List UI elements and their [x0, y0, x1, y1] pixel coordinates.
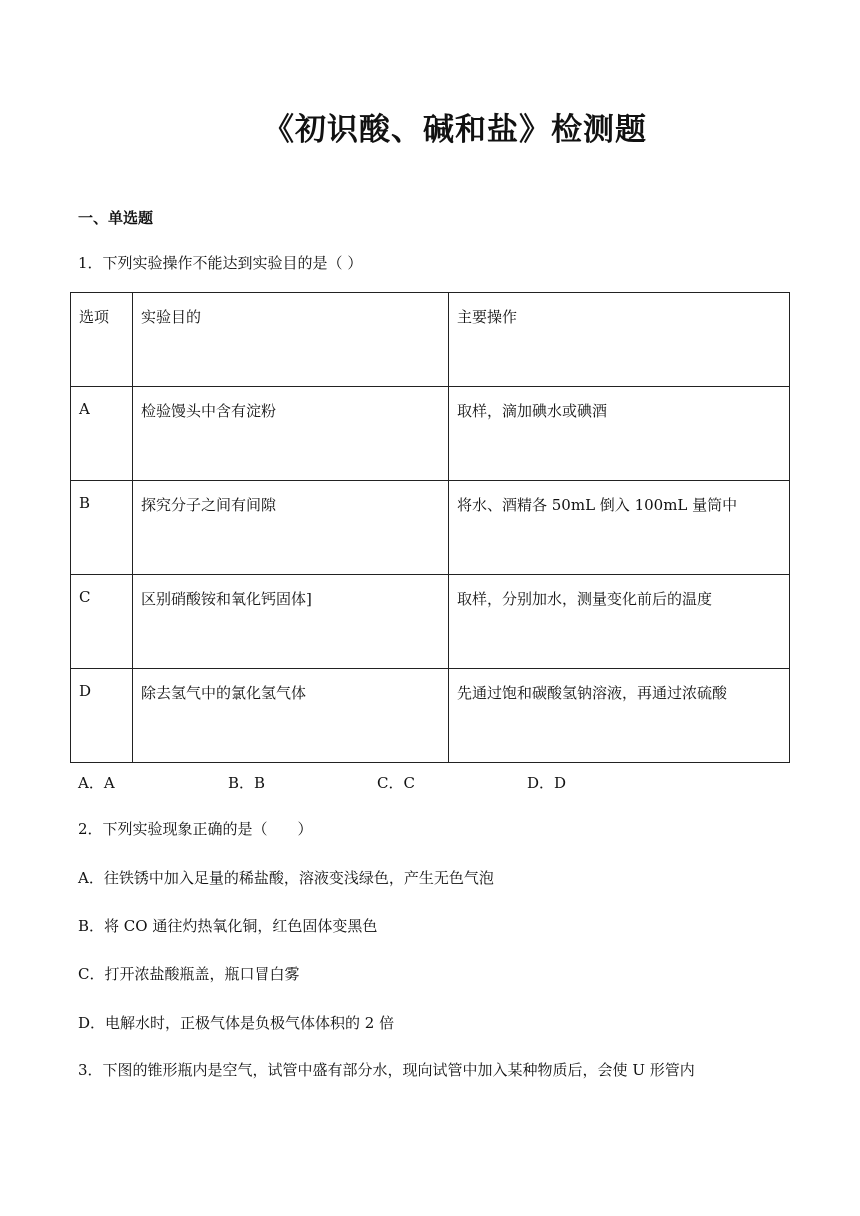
- table-cell: 先通过饱和碳酸氢钠溶液，再通过浓硫酸: [449, 669, 790, 763]
- table-cell: 除去氢气中的氯化氢气体: [133, 669, 449, 763]
- option-d: D．D: [527, 774, 567, 792]
- option-b: B．B: [228, 774, 266, 792]
- question-2-option-d: D．电解水时，正极气体是负极气体体积的 2 倍: [78, 1014, 395, 1032]
- question-2-option-a: A．往铁锈中加入足量的稀盐酸，溶液变浅绿色，产生无色气泡: [78, 869, 494, 887]
- table-cell: 将水、酒精各 50mL 倒入 100mL 量筒中: [449, 481, 790, 575]
- table-cell: 取样，分别加水，测量变化前后的温度: [449, 575, 790, 669]
- table-cell: B: [71, 481, 133, 575]
- table-cell: 取样，滴加碘水或碘酒: [449, 387, 790, 481]
- table-cell: D: [71, 669, 133, 763]
- question-1-table: [70, 292, 790, 763]
- table-header-cell: 选项: [71, 293, 133, 387]
- table-header-cell: 主要操作: [449, 293, 790, 387]
- option-c: C．C: [377, 774, 415, 792]
- table-row: [71, 669, 790, 763]
- table-header-row: [71, 293, 790, 387]
- question-3-stem: 3．下图的锥形瓶内是空气，试管中盛有部分水，现向试管中加入某种物质后，会使 U 形管内: [78, 1061, 695, 1079]
- table-cell: 探究分子之间有间隙: [133, 481, 449, 575]
- question-1-stem: 1．下列实验操作不能达到实验目的是（ ）: [78, 254, 363, 272]
- table-cell: A: [71, 387, 133, 481]
- table-cell: C: [71, 575, 133, 669]
- table-header-cell: 实验目的: [133, 293, 449, 387]
- table-row: [71, 481, 790, 575]
- table-row: [71, 387, 790, 481]
- table-row: [71, 575, 790, 669]
- question-2-option-c: C．打开浓盐酸瓶盖，瓶口冒白雾: [78, 965, 300, 983]
- table-cell: 检验馒头中含有淀粉: [133, 387, 449, 481]
- table-cell: 区别硝酸铵和氧化钙固体]: [133, 575, 449, 669]
- question-2-option-b: B．将 CO 通往灼热氧化铜，红色固体变黑色: [78, 917, 378, 935]
- document-title: 《初识酸、碱和盐》检测题: [263, 112, 647, 148]
- section-heading: 一、单选题: [78, 209, 154, 227]
- option-a: A．A: [78, 774, 115, 792]
- question-2-stem: 2．下列实验现象正确的是（ ）: [78, 820, 313, 838]
